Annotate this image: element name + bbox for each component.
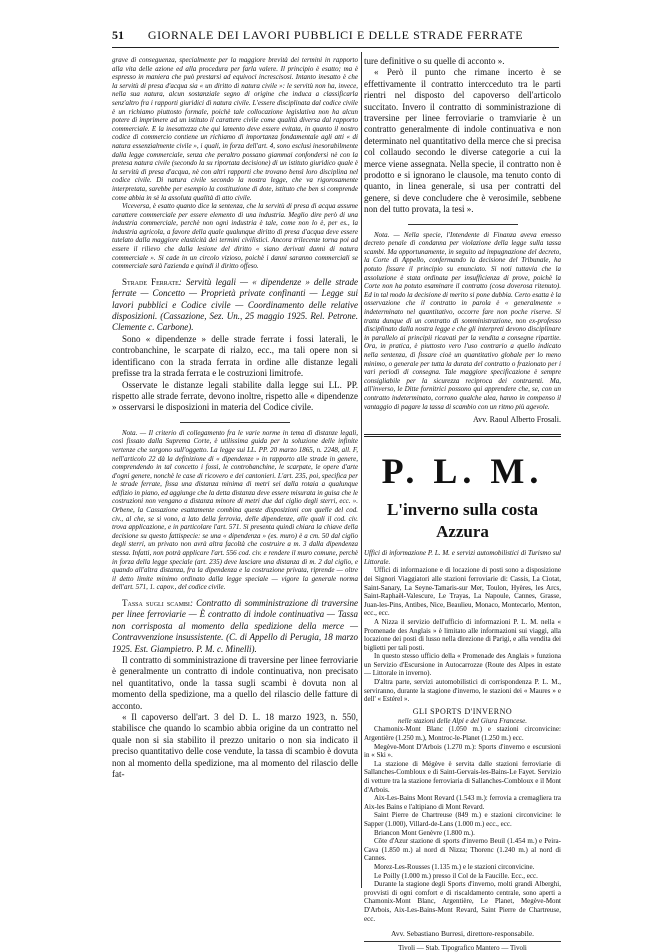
header-rule	[112, 47, 559, 48]
plm-advertisement	[364, 434, 561, 923]
plm-subtitle: L'inverno sulla costa Azzura	[386, 500, 539, 542]
plm-paragraph: La stazione di Mégève è servita dalle stazioni ferroviarie di Sallanches-Combloux e di Saint-Gervais-les-Bains-Le Fayet. Servizio di vetture tra la stazione ferroviaria di Sallanches-Combloux e il Mont d'Arbois.	[364, 759, 561, 794]
plm-paragraph: D'altra parte, servizi automobilistici di corrispondenza P. L. M., serviranno, durante la stagione d'inverno, le stazioni dei « Maures » e dell' « Estérel ».	[364, 678, 561, 704]
plm-intro: Uffici di informazione P. L. M. e servizi automobilistici di Turismo sul Littorale.	[364, 549, 561, 566]
commentary-paragraph: Viceversa, è esatto quanto dice la sentenza, che la servitù di presa di acqua assume carattere commerciale per essere elemento di una industria. Meglio dire però di una industria commerciale, perchè non ogni industria è tale, come non lo è, per es., la industria agricola, a favore della quale qualunque diritto di presa d'acqua deve essere tutelato dalla maggiore elasticità dei termini civilistici. Ancora trilecente torna poi ad essere il rilievo che dalla lesione del diritto « siano derivati danni di natura commerciale ». Si cade in un circolo vizioso, poichè i danni saranno commerciali se commerciale sarà l'azienda e quindi il diritto offeso.	[112, 202, 358, 271]
right-column	[364, 56, 561, 952]
printer-credit: Tivoli — Stab. Tipografico Mantero — Tivoli	[364, 941, 561, 952]
body-paragraph: « Il capoverso dell'art. 3 del D. L. 18 marzo 1923, n. 550, stabilisce che quando lo scambio abbia origine da un contratto nel quale non si sia stabilito il prezzo unitario o non sia indicato il preciso quantitativo delle cose vendute, la tassa di scambio è dovuta non al momento della spedizione, ma al momento del rilascio delle fat-	[112, 712, 358, 780]
body-paragraph: Il contratto di somministrazione di traversine per linee ferroviarie è generalmente un contratto di indole continuativa, non precisato nel quantitativo, onde la tassa sugli scambi è dovuta non al momento della spedizione, ma a quello del rilascio delle fatture di acconto.	[112, 655, 358, 711]
plm-paragraph: Uffici di informazione e di locazione di posti sono a disposizione dei Signori Viaggiatori alle stazioni ferroviarie di: Cassis, La Ciotat, Saint-Sanary, La Seyne-Tamaris-sur Mer, Toulon, Hyères, les Arcs, Saint-Raphaël-Valescure, Le Trayas, La Napoule, Cannes, Grasse, Juan-les-Pins, Antibes, Nice, Beaulieu, Monaco, Montecarlo, Menton, ecc., ecc.	[364, 566, 561, 618]
plm-title: P. L. M.	[381, 451, 544, 492]
case-summary-text: : Contratto di somministrazione di traversine per linee ferroviarie — È contratto di indole continuativa — Tassa non corrisposta al momento della spedizione della merce — Contravvenzione insussistente. (C. di Appello di Perugia, 18 marzo 1925. Est. Giampietro. P. M. c. Minelli).	[112, 598, 358, 654]
plm-paragraph: Chamonix-Mont Blanc (1.050 m.) e stazioni circonvicine: Argentière (1.250 m.), Montroc-le-Planet (1.250 m.) ecc.	[364, 725, 561, 743]
plm-paragraph: Durante la stagione degli Sports d'inverno, molti grandi Alberghi, provvisti di ogni comfort e di riscaldamento centrale, sono aperti a Chamonix-Mont Blanc, Argentière, Le Planet, Megève-Mont D'Arbois, Aix-Les-Bains-Mont Revard, Saint Pierre de Chartreuse, ecc.	[364, 880, 561, 923]
body-paragraph: Osservate le distanze legali stabilite dalla legge sui LL. PP. rispetto alle strade ferrate, devono inoltre, rispetto alle « dipendenze » osservarsi le disposizioni in materia del Codice civile.	[112, 379, 358, 413]
note-paragraph: Nota. — Nella specie, l'Intendente di Finanza aveva emesso decreto penale di condanna per violazione della legge sulla tassa scambi. Ma opportunamente, in seguito ad impugnazione del decreto, la Corte di Appello, confermando la decisione del Tribunale, ha potuto fissare il principio su enunciato. Si noti tuttavia che la assoluzione è stata ordinata per insufficienza di prove, poichè la Corte non ha potuto esaminare il contratto (cosa doverosa ritenuto). Ed in tal modo la decisione di merito si pone dubbia. Certo esatta è la osservazione che il contratto in parola è « generalmente » indeterminato nel quantitativo, occorre fare non poche riserve. Si tratta dunque di un contratto di somministrazione, non ex-professo disciplinato dalla nostra legge e che gli interpreti devono disciplinare in parallelo ai principii ricavati per la vendita a consegne ripartite. Ora, in pratica, è piuttosto vero l'uso contrario a quello indicato nella sentenza, di fissare cioè un quantitativo globale per lo meno minimo, o generale per tutta la durata del contratto o frazionato per i vari periodi di consegna. Tale maggiore specificazione è sempre consigliabile per la sicurezza reciproca dei contraenti. Ma, all'inverso, le Ditte fornitrici possono qui apprendere che, se, con un contratto indeterminato, corrono qualche alea, hanno in compenso il vantaggio di pagare la tassa di scambio con un ritmo più agevole.	[364, 230, 561, 411]
editor-credit: Avv. Sebastiano Burresi, direttore-responsabile.	[390, 929, 535, 939]
plm-paragraph: Megève-Mont D'Arbois (1.270 m.): Sports d'inverno e escursioni in « Ski ».	[364, 742, 561, 760]
plm-sports-heading: GLI SPORTS D'INVERNO	[412, 706, 513, 716]
body-paragraph: Sono « dipendenze » delle strade ferrate i fossi laterali, le controbanchine, le scarpate di rialzo, ecc., ma tali opere non si identificano con la strada ferrata in ordine alle distanze legali prefisse tra la strada ferrata e le costruzioni limitrofe.	[112, 333, 358, 379]
commentary-paragraph: grave di conseguenza, specialmente per la maggiore brevità dei termini in rapporto alla vita delle azione ed alla procedura per farla valere. Il principio è esatto; ma è espresso in maniera che può prestarsi ad equivoci increscisosi. Intanto inesatto è che la servitù di presa d'acqua sia « un diritto di natura civile »: le servitù non ha, invece, nella sua natura, alcun sostanziale segno di origine che induca a classificarla senz'altro fra i rapporti giuridici di natura civile. L'essere disciplinata dal codice civile è un richiamo piuttosto formale, poichè tale collocazione legislativa non ha alcun potere di imprimere ad un istituto il carattere civile come qualità diversa dal rapporto commerciale. E la inesattezza che qui lamento deve essere evitata, in quanto il nostro codice di commercio contiene un richiamo di importanza fondamentale agli atti « di natura essenzialmente civile », i quali, in forza dell'art. 4, sono esclusi inesorabilmente dalla legge commerciale, senza che peraltro possano giammai confondersi nè con la pretesa natura civile (secondo la su riportata decisione) di un istituto giuridico quale è la servitù di presa d'acqua, nè con altri rapporti che trovano bensì loro disciplina nel codice civile. Di natura civile secondo la nostra legge, che va rigorosamente interpretata, sarebbe per esempio la costituzione di dote, istituto che ben si comprende come abbia in sè la assoluta qualità di atto civile.	[112, 56, 358, 202]
column-divider	[361, 52, 362, 888]
left-column	[112, 56, 358, 890]
plm-paragraph: In questo stesso ufficio della « Promenade des Anglais » funziona un Servizio d'Escursione in Autocarrozze (Route des Alpes in estate — Littorale in inverno).	[364, 652, 561, 678]
separator	[408, 224, 518, 225]
plm-paragraph: Briancon Mont Genèvre (1.800 m.).	[374, 828, 475, 837]
plm-paragraph: Côte d'Azur stazione di sports d'inverno Beuil (1.454 m.) e Peira-Cava (1.850 m.) al nord di Nizza; Thorenc (1.240 m.) al nord di Cannes.	[364, 837, 561, 863]
plm-paragraph: A Nizza il servizio dell'ufficio di informazioni P. L. M. nella « Promenade des Anglais » è limitato alle informazioni sui viaggi, alla locazione dei posti di lusso nella direzione di Parigi, e alla vendita dei biglietti per tali posti.	[364, 617, 561, 652]
author-signature: Avv. Raoul Alberto Frosali.	[473, 415, 561, 425]
plm-sports-subheading: nelle stazioni delle Alpi e del Giura Francese.	[398, 716, 527, 725]
plm-paragraph: Aix-Les-Bains Mont Revard (1.543 m.): ferrovia a cremagliera tra Aix-les Bains e l'altipiano di Mont Revard.	[364, 794, 561, 811]
page-number: 51	[112, 28, 124, 42]
note-paragraph: Nota. — Il criterio di collegamento fra le varie norme in tema di distanze legali, così fissato dalla Suprema Corte, è utilissima guida per la soluzione delle infinite vertenze che sorgono sull'oggetto. La legge sui LL. PP. 20 marzo 1865, n. 2248, all. F, nell'articolo 22 dà la definizione di « dipendenze » in rapporto alle strade in genere, comprendendo in tal concetto i fossi, le controbanchine, le scarpate, le opere d'arte d'ogni genere, nonchè le case di ricovero e dei cantonieri. L'art. 235, poi, specifica per le strade ferrate, fissa una distanza minima di metri sei dalla rotaia a qualunque edifizio in piano, ed aggiunge che la detta distanza deve essere misurata in guisa che le costruzioni non vengano a distanza minore di metri due dal ciglio degli sterri, ecc. ». Orbene, la Cassazione esattamente combina queste disposizioni con quelle del cod. civ., al che, se si vono, a lato della ferrovia, delle dipendenze, alle quali il cod. civ. trova applicazione, e in particolare l'art. 571. Si presenta quindi chiara la chiave della decisione su questo fattispecie: se una « dipendenza » (es. muro) è a cm. 50 dal ciglio degli sterri, un privato non avrà altra facoltà che costruire a m. 3 dalla dipendenza stessa. Infatti, non potrà applicare l'art. 556 cod. civ. e rendere il muro comune, perchè in forza della legge speciale (art. 235) deve lasciare una distanza di m. 2 dal ciglio, e quando all'altra distanza, fra la dipendenza e la costruzione privata, riprende — oltre il detto limite minimo ordinato dalla legge speciale — vigore la generale norma dell'art. 571, 1. capov., del codice civile.	[112, 428, 358, 592]
plm-paragraph: Saint Pierre de Chartreuse (849 m.) e stazioni circonvicine: le Sapper (1.000), Villard-de-Lans (1.000 m.) ecc., ecc.	[364, 811, 561, 828]
body-paragraph: ture definitive o su quelle di acconto ».	[364, 56, 505, 66]
body-paragraph: « Però il punto che rimane incerto è se effettivamente il contratto intercceduto tra le parti rientri nel disposto del capoverso dell'articolo succitato. Invero il contratto di somministrazione di traversine per linee ferroviarie o tramviarie è un contratto generalmente di indole continuativa e non determinato nel quantitativo della merce che si precisa col collaudo secondo le diverse categorie a cui la merce viene assegnata. Nella specie, il contratto non è prodotto e si ignorano le clausole, ma tenuto conto di quanto, in linea generale, si usa per contratti del genere, si deve concludere che è verosimile, sebbene non del tutto provata, la tesi ».	[364, 67, 561, 215]
separator	[180, 422, 290, 423]
case-summary-text: : Servitù legali — « dipendenze » delle strade ferrate — Concetto — Proprietà private confinanti — Legge sui lavori pubblici e Codice civile — Coordinamento delle relative disposizioni. (Cassazione, Sez. Un., 25 maggio 1925. Rel. Petrone. Clemente c. Carbone).	[112, 276, 358, 333]
plm-paragraph: Le Poilly (1.000 m.) presso il Col de la Faucille. Ecc., ecc.	[374, 871, 538, 880]
case-summary	[112, 277, 358, 334]
plm-paragraph: Morez-Les-Rousses (1.135 m.) e le stazioni circonvicine.	[374, 862, 535, 871]
case-summary	[112, 598, 358, 655]
running-header	[112, 28, 559, 46]
case-summary-label: Strade Ferrate	[122, 276, 179, 287]
running-title: GIORNALE DEI LAVORI PUBBLICI E DELLE STRADE FERRATE	[147, 28, 524, 42]
case-summary-label: Tassa sugli scambi	[122, 598, 190, 608]
